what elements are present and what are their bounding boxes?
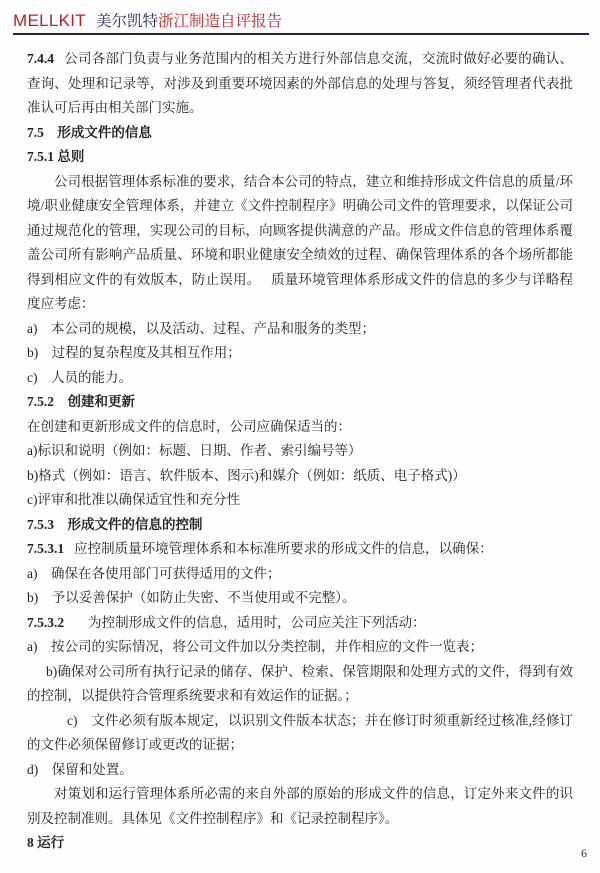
list-7-5-3-2-d: d) 保留和处置。 [27,761,133,777]
section-number: 7.4.4 [27,51,54,66]
section-number: 7.5.3.1 [27,541,65,556]
paragraph-7-5-2: 在创建和更新形成文件的信息时，公司应确保适当的： [27,418,351,434]
brand-chinese-text: 美尔凯特 [95,13,158,30]
heading-7-5-3: 7.5.3 形成文件的信息的控制 [27,516,203,532]
paragraph-7-5-1: 公司根据管理体系标准的要求，结合本公司的特点，建立和维持形成文件信息的质量/环境/职业健康安全管理体系，并建立《文件控制程序》明确公司文件的管理要求，以保证公司通过规范化的管理，实现公司的目标，向顾客提供满意的产品。形成文件信息的管理体系覆盖公司所有影响产品质量、环境和职业健康安全绩效的过程、确保管理体系的各个场所都能得到相应文件的有效版本，防止误用。 质量环境管理体系形成文件的信息的多少与详略程度应考虑： [27,173,573,311]
list-7-5-3-2-b: b)确保对公司所有执行记录的储存、保护、检索、保管期限和处理方式的文件，得到有效的控制，以提供符合管理系统要求和有效运作的证据。； [27,663,573,703]
section-7-5-3-1 [27,537,573,562]
document-content [0,35,600,856]
section-7-5-3-2 [27,611,573,636]
list-7-5-2-b: b)格式（例如：语言、软件版本、图示)和媒介（例如：纸质、电子格式)） [27,467,466,483]
report-header [13,9,589,35]
list-7-5-1-b: b) 过程的复杂程度及其相互作用； [27,345,241,360]
paragraph-7-5-3-closing: 对策划和运行管理体系所必需的来自外部的原始的形成文件的信息，订定外来文件的识别及控制准则。具体见《文件控制程序》和《记录控制程序》。 [27,786,573,826]
list-7-5-1-a: a) 本公司的规模，以及活动、过程、产品和服务的类型； [27,320,375,336]
page-number: 6 [581,846,587,860]
brand-logo-text: MELLKIT [13,11,86,30]
list-7-5-1-c: c) 人员的能力。 [27,369,132,385]
list-7-5-3-2-c: c) 文件必须有版本规定，以识别文件版本状态；并在修订时须重新经过核准,经修订的文件必须保留修订或更改的证据； [27,712,573,752]
list-7-5-3-1-a: a) 确保在各使用部门可获得适用的文件； [27,565,281,581]
section-number: 7.5.3.2 [27,614,65,630]
section-text: 为控制形成文件的信息，适用时，公司应关注下列活动： [88,614,426,630]
heading-7-5-1: 7.5.1 总则 [27,149,85,164]
section-text: 公司各部门负责与业务范围内的相关方进行外部信息交流，交流时做好必要的确认、查询、处理和记录等，对涉及到重要环境因素的外部信息的处理与答复，须经管理者代表批准认可后再由相关部门实施。 [27,51,573,115]
list-7-5-3-1-b: b) 予以妥善保护（如防止失密、不当使用或不完整）。 [27,590,356,605]
section-7-4-4 [27,47,573,121]
heading-8: 8 运行 [27,835,65,850]
report-title-text: 浙江制造自评报告 [157,13,282,30]
list-7-5-2-a: a)标识和说明（例如：标题、日期、作者、索引编号等） [27,443,362,458]
list-7-5-2-c: c)评审和批准以确保适宜性和充分性 [27,492,240,507]
heading-7-5-2: 7.5.2 创建和更新 [27,394,135,409]
section-text: 应控制质量环境管理体系和本标准所要求的形成文件的信息，以确保： [74,541,493,556]
heading-7-5: 7.5 形成文件的信息 [27,124,152,140]
list-7-5-3-2-a: a) 按公司的实际情况，将公司文件加以分类控制，并作相应的文件一览表； [27,639,483,654]
